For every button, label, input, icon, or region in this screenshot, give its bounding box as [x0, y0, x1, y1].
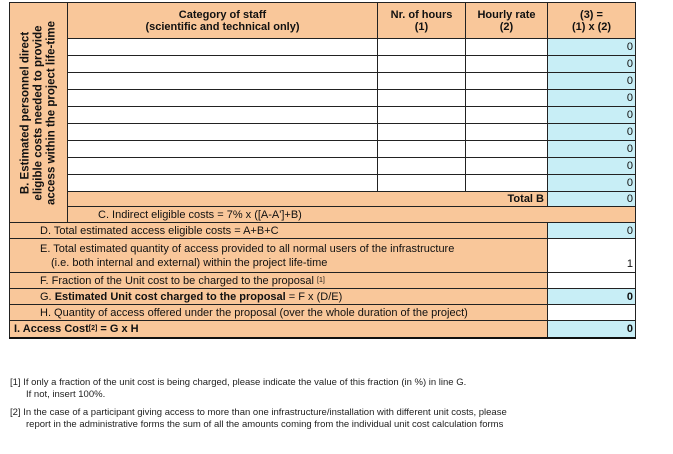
- header-category-line2: (scientific and technical only): [145, 20, 300, 33]
- total-b-row: [10, 192, 636, 207]
- line-d-label: D. Total estimated access eligible costs = A+B+C: [10, 223, 548, 239]
- footnote-1-line2: If not, insert 100%.: [26, 389, 106, 400]
- line-i-row: [10, 321, 636, 338]
- line-d-row: [10, 223, 636, 239]
- line-i-label-cell: [10, 321, 548, 338]
- line-f-label: F. Fraction of the Unit cost to be charged to the proposal: [40, 274, 314, 287]
- line-i-formula: = G x H: [97, 322, 139, 335]
- staff-category-input[interactable]: [68, 39, 378, 56]
- table-row: [10, 141, 636, 158]
- table-row: [10, 124, 636, 141]
- header-rate-line2: (2): [499, 20, 514, 33]
- staff-total-cell: 0: [548, 73, 636, 90]
- table-row: [10, 90, 636, 107]
- line-e-label-line1: E. Total estimated quantity of access provided to all normal users of the infrastructure: [40, 242, 455, 255]
- line-g-prefix: G.: [40, 290, 52, 303]
- header-hours-line2: (1): [414, 20, 429, 33]
- staff-rate-input[interactable]: [466, 73, 548, 90]
- staff-hours-input[interactable]: [378, 39, 466, 56]
- table-row: [10, 158, 636, 175]
- staff-category-input[interactable]: [68, 158, 378, 175]
- staff-rate-input[interactable]: [466, 124, 548, 141]
- staff-total-cell: 0: [548, 39, 636, 56]
- staff-category-input[interactable]: [68, 90, 378, 107]
- header-total-line2: (1) x (2): [571, 20, 612, 33]
- staff-hours-input[interactable]: [378, 107, 466, 124]
- staff-category-input[interactable]: [68, 124, 378, 141]
- staff-rate-input[interactable]: [466, 107, 548, 124]
- footnote-ref-2[interactable]: [2]: [88, 324, 98, 332]
- staff-hours-input[interactable]: [378, 90, 466, 107]
- header-hours-line1: Nr. of hours: [390, 8, 453, 21]
- header-category-line1: Category of staff: [178, 8, 267, 21]
- staff-hours-input[interactable]: [378, 141, 466, 158]
- footnote-1: [10, 377, 466, 401]
- table-row: [10, 107, 636, 124]
- line-e-row: [10, 239, 636, 273]
- staff-category-input[interactable]: [68, 141, 378, 158]
- staff-hours-input[interactable]: [378, 124, 466, 141]
- staff-rate-input[interactable]: [466, 90, 548, 107]
- staff-hours-input[interactable]: [378, 73, 466, 90]
- header-rate: [466, 3, 548, 39]
- table-row: [10, 39, 636, 56]
- staff-total-cell: 0: [548, 124, 636, 141]
- header-rate-line1: Hourly rate: [477, 8, 536, 21]
- staff-hours-input[interactable]: [378, 158, 466, 175]
- staff-rate-input[interactable]: [466, 56, 548, 73]
- line-d-value: 0: [548, 223, 636, 239]
- line-g-row: [10, 289, 636, 305]
- staff-total-cell: 0: [548, 90, 636, 107]
- line-f-value-input[interactable]: [548, 273, 636, 289]
- line-g-value: 0: [548, 289, 636, 305]
- header-category: [68, 3, 378, 39]
- line-i-value: 0: [548, 321, 636, 338]
- header-row: [10, 3, 636, 39]
- staff-total-cell: 0: [548, 175, 636, 192]
- footnote-1-line1: [1] If only a fraction of the unit cost is being charged, please indicate the value of this fraction (in %) in line G.: [10, 377, 467, 388]
- footnote-ref-1[interactable]: [1]: [317, 276, 325, 284]
- line-g-label: Estimated Unit cost charged to the proposal: [54, 290, 286, 303]
- staff-rate-input[interactable]: [466, 158, 548, 175]
- staff-category-input[interactable]: [68, 107, 378, 124]
- table-row: [10, 73, 636, 90]
- header-hours: [378, 3, 466, 39]
- line-f-row: [10, 273, 636, 289]
- line-h-value-input[interactable]: [548, 305, 636, 321]
- section-b-label: B. Estimated personnel direct eligible costs needed to provide access within the project life-time: [19, 20, 57, 205]
- staff-category-input[interactable]: [68, 175, 378, 192]
- line-i-label: I. Access Cost: [14, 322, 89, 335]
- line-g-formula: = F x (D/E): [288, 290, 343, 303]
- footnote-2: [10, 407, 507, 431]
- staff-total-cell: 0: [548, 56, 636, 73]
- staff-total-cell: 0: [548, 158, 636, 175]
- line-e-value-input[interactable]: 1: [548, 239, 636, 273]
- line-e-label-line2: (i.e. both internal and external) within the project life-time: [51, 256, 328, 269]
- table-row: [10, 175, 636, 192]
- line-c-label: C. Indirect eligible costs = 7% x ([A-A']+B): [68, 207, 636, 223]
- total-b-label: Total B: [68, 192, 548, 207]
- line-h-row: [10, 305, 636, 321]
- line-c-row: [10, 207, 636, 223]
- header-total-line1: (3) =: [580, 8, 603, 21]
- staff-rate-input[interactable]: [466, 39, 548, 56]
- footnote-2-line2: report in the administrative forms the sum of all the amounts coming from the individual unit cost calculation forms: [26, 419, 504, 430]
- line-f-label-cell: [10, 273, 548, 289]
- staff-category-input[interactable]: [68, 56, 378, 73]
- header-total: [548, 3, 636, 39]
- line-h-label: H. Quantity of access offered under the proposal (over the whole duration of the project): [10, 305, 548, 321]
- staff-rate-input[interactable]: [466, 141, 548, 158]
- table-row: [10, 56, 636, 73]
- line-e-label: [10, 239, 548, 273]
- line-g-label-cell: [10, 289, 548, 305]
- staff-total-cell: 0: [548, 141, 636, 158]
- total-b-value: 0: [548, 192, 636, 207]
- section-b-label-cell: [10, 3, 68, 223]
- staff-hours-input[interactable]: [378, 56, 466, 73]
- footnote-2-line1: [2] In the case of a participant giving access to more than one infrastructure/installation with different unit costs, please: [10, 407, 507, 418]
- staff-total-cell: 0: [548, 107, 636, 124]
- staff-hours-input[interactable]: [378, 175, 466, 192]
- staff-category-input[interactable]: [68, 73, 378, 90]
- staff-rate-input[interactable]: [466, 175, 548, 192]
- cost-table: [9, 2, 636, 339]
